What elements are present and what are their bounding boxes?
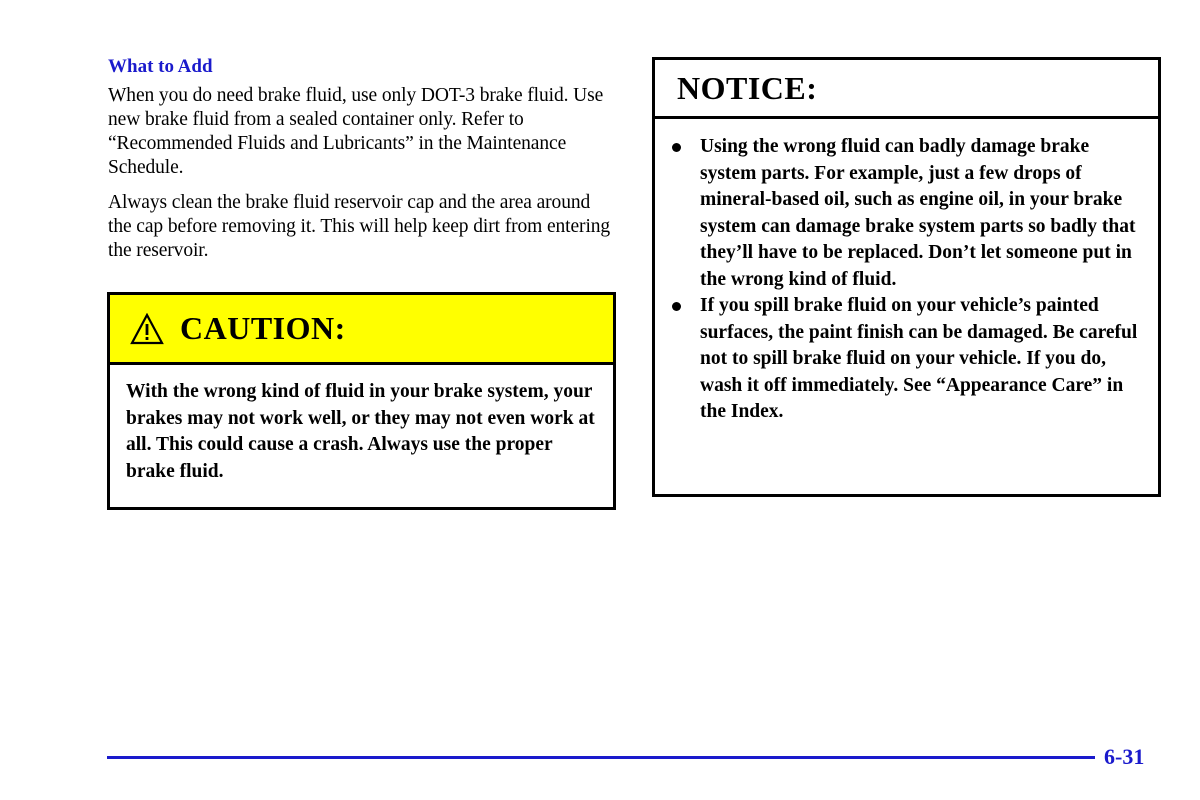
bullet-icon	[672, 143, 681, 152]
caution-box	[107, 292, 616, 510]
caution-title: CAUTION:	[180, 310, 346, 346]
notice-item	[655, 134, 1148, 293]
page-number: 6-31	[1104, 744, 1145, 769]
notice-list	[655, 119, 1158, 426]
notice-item-text: If you spill brake fluid on your vehicle’s painted surfaces, the paint finish can be damaged. Be careful not to spill brake fluid on your vehicle. If you do, wash it off immediately. See “Appearance Care” in the Index.	[700, 295, 1138, 422]
caution-body: With the wrong kind of fluid in your brake system, your brakes may not work well, or they may not even work at all. This could cause a crash. Always use the proper brake fluid.	[126, 381, 595, 482]
notice-box	[652, 57, 1161, 497]
left-column	[108, 54, 618, 274]
notice-item	[655, 293, 1148, 426]
paragraph-brake-fluid-type: When you do need brake fluid, use only DOT-3 brake fluid. Use new brake fluid from a sealed container only. Refer to “Recommended Fluids and Lubricants” in the Maintenance Schedule.	[108, 85, 604, 178]
warning-triangle-icon	[130, 313, 164, 345]
notice-item-text: Using the wrong fluid can badly damage brake system parts. For example, just a few drops of mineral-based oil, such as engine oil, in your brake system can damage brake system parts so badly that they’ll have to be replaced. Don’t let someone put in the wrong kind of fluid.	[700, 136, 1136, 290]
notice-title: NOTICE:	[677, 69, 818, 106]
section-heading: What to Add	[108, 56, 213, 77]
footer-rule	[107, 756, 1095, 759]
notice-header	[655, 60, 1158, 119]
caution-header	[110, 295, 613, 365]
bullet-icon	[672, 302, 681, 311]
paragraph-clean-reservoir-cap: Always clean the brake fluid reservoir cap and the area around the cap before removing it. This will help keep dirt from entering the reservoir.	[108, 192, 611, 261]
